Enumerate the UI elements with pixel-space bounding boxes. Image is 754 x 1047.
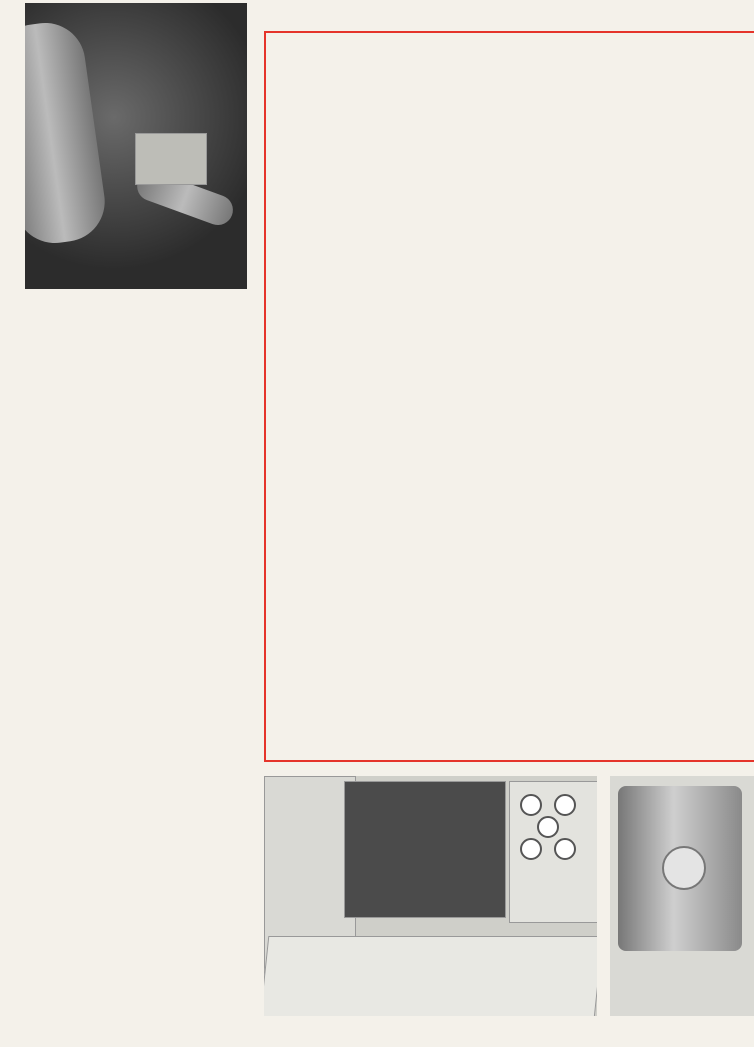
gauge-icon	[537, 816, 559, 838]
piston-pin	[662, 846, 706, 890]
control-room-photo	[264, 776, 597, 1016]
gauge-icon	[554, 794, 576, 816]
gauge-icon	[554, 838, 576, 860]
console-desk	[264, 936, 597, 1016]
gauge-icon	[520, 838, 542, 860]
engine-window	[344, 781, 506, 918]
gauge-icon	[520, 794, 542, 816]
piston-photo	[610, 776, 754, 1016]
